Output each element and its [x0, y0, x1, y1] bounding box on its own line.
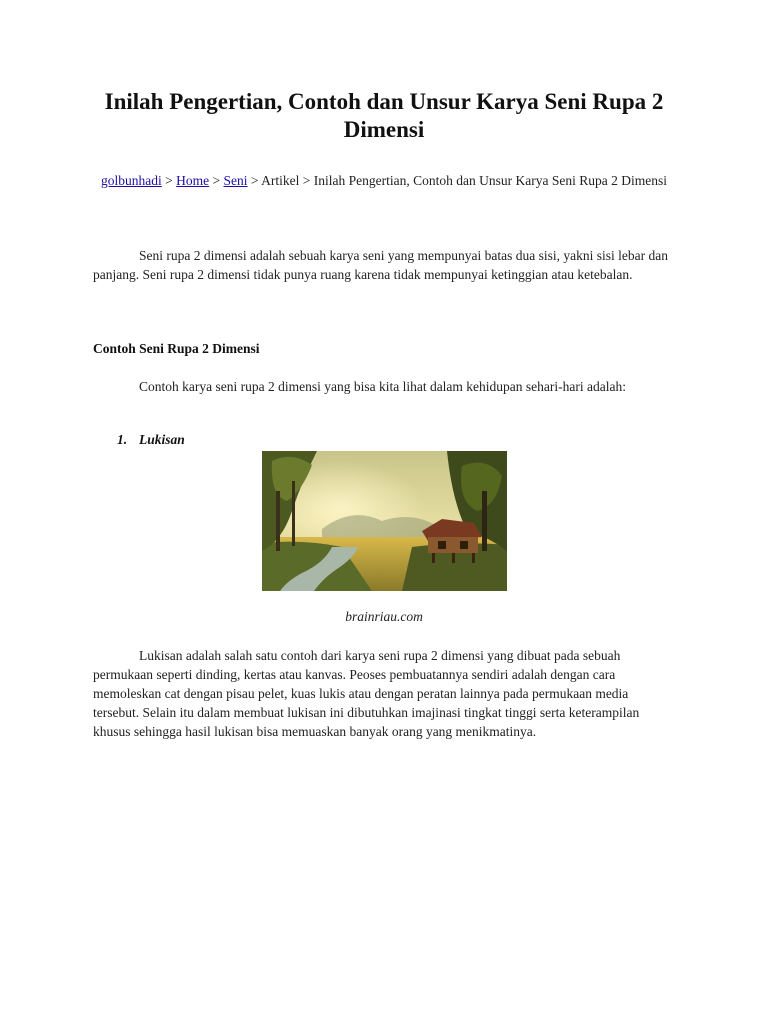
- list-item-label: Lukisan: [139, 432, 185, 447]
- lukisan-paragraph: Lukisan adalah salah satu contoh dari karya seni rupa 2 dimensi yang dibuat pada sebuah permukaan seperti dinding, kertas atau kanvas. Peoses pembuatannya sendiri adalah dengan cara memoleskan cat dengan pisau pelet, kuas lukis atau dengan peratan lainnya pada permukaan media tersebut. Selain itu dalam membuat lukisan ini dibutuhkan imajinasi tingkat tinggi serta keterampilan khusus sehingga hasil lukisan bisa memuaskan banyak orang yang menikmatinya.: [93, 648, 640, 739]
- section-heading: Contoh Seni Rupa 2 Dimensi: [93, 341, 260, 356]
- list-item-number: 1.: [117, 432, 128, 447]
- section-intro-paragraph: Contoh karya seni rupa 2 dimensi yang bisa kita lihat dalam kehidupan sehari-hari adalah:: [139, 379, 626, 394]
- list-item: [117, 432, 185, 448]
- breadcrumb-separator: >: [209, 173, 224, 188]
- image-caption: brainriau.com: [345, 609, 423, 624]
- landscape-painting-image: [262, 451, 507, 591]
- breadcrumb-separator: >: [161, 173, 177, 188]
- breadcrumb-trail: > Artikel > Inilah Pengertian, Contoh dan Unsur Karya Seni Rupa 2 Dimensi: [247, 173, 667, 188]
- page-title: Inilah Pengertian, Contoh dan Unsur Karya Seni Rupa 2 Dimensi: [104, 89, 664, 142]
- breadcrumb-link-seni[interactable]: Seni: [223, 173, 248, 188]
- intro-paragraph: Seni rupa 2 dimensi adalah sebuah karya seni yang mempunyai batas dua sisi, yakni sisi lebar dan panjang. Seni rupa 2 dimensi tidak punya ruang karena tidak mempunyai ketinggian atau ketebalan.: [93, 248, 668, 282]
- breadcrumb: [92, 171, 676, 190]
- breadcrumb-link-home[interactable]: Home: [176, 173, 210, 188]
- breadcrumb-link-site[interactable]: golbunhadi: [101, 173, 162, 188]
